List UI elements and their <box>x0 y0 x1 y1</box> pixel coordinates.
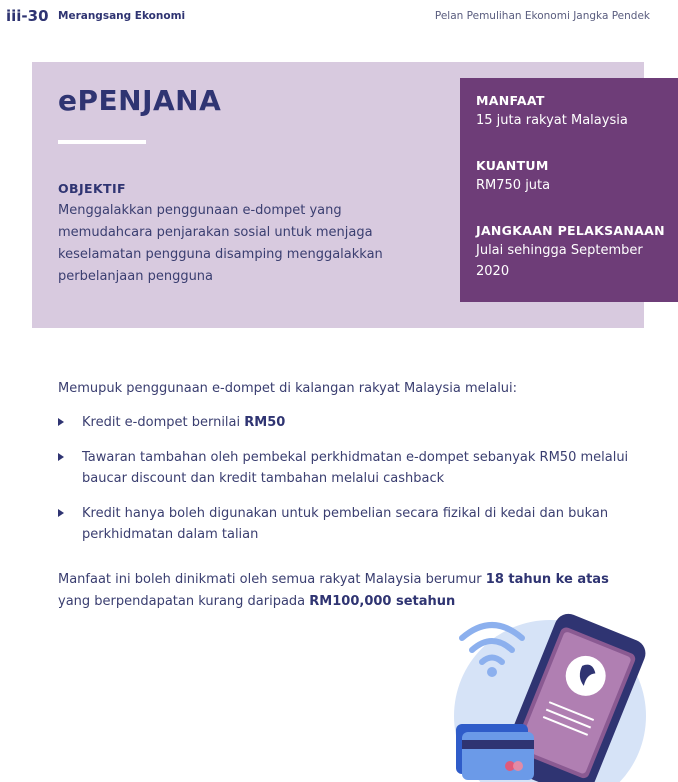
section-label: Merangsang Ekonomi <box>58 10 186 22</box>
timeline-label: JANGKAAN PELAKSANAAN <box>476 223 665 238</box>
title-underline <box>58 140 146 144</box>
closing-text <box>58 569 628 613</box>
benefit-block <box>476 93 672 131</box>
intro-text: Memupuk penggunaan e-dompet di kalangan rakyat Malaysia melalui: <box>58 381 518 396</box>
page-number: iii-30 <box>6 7 49 25</box>
list-item <box>58 447 638 489</box>
benefit-value: 15 juta rakyat Malaysia <box>476 113 628 128</box>
triangle-bullet-icon <box>58 453 64 461</box>
list-item-text: Kredit hanya boleh digunakan untuk pembelian secara fizikal di kedai dan bukan perkhidmatan dalam talian <box>82 506 609 542</box>
ewallet-illustration <box>430 610 678 782</box>
benefit-label: MANFAAT <box>476 93 545 108</box>
benefit-list <box>58 412 638 559</box>
timeline-block <box>476 223 672 282</box>
document-title: Pelan Pemulihan Ekonomi Jangka Pendek <box>434 10 650 22</box>
quantum-block <box>476 158 672 196</box>
list-item-text: Tawaran tambahan oleh pembekal perkhidmatan e-dompet sebanyak RM50 melalui baucar discount dan kredit tambahan melalui cashback <box>82 450 629 486</box>
objective-text: Menggalakkan penggunaan e-dompet yang memudahcara penjarakan sosial untuk menjaga keselamatan pengguna disamping menggalakkan perbelanjaan pengguna <box>58 203 383 284</box>
triangle-bullet-icon <box>58 418 64 426</box>
page-title: ePENJANA <box>58 84 222 117</box>
income-highlight: RM100,000 setahun <box>309 594 456 609</box>
closing-part-1: Manfaat ini boleh dinikmati oleh semua rakyat Malaysia berumur <box>58 572 486 587</box>
list-item <box>58 412 638 433</box>
triangle-bullet-icon <box>58 509 64 517</box>
objective-label: OBJEKTIF <box>58 181 126 196</box>
list-item <box>58 503 638 545</box>
list-item-bold: RM50 <box>244 415 286 430</box>
timeline-value: Julai sehingga September 2020 <box>476 243 643 279</box>
age-highlight: 18 tahun ke atas <box>485 572 609 587</box>
closing-part-2: yang berpendapatan kurang daripada <box>58 594 310 609</box>
credit-card-icon <box>456 724 534 780</box>
list-item-text: Kredit e-dompet bernilai <box>82 415 245 430</box>
quantum-label: KUANTUM <box>476 158 549 173</box>
quantum-value: RM750 juta <box>476 178 551 193</box>
